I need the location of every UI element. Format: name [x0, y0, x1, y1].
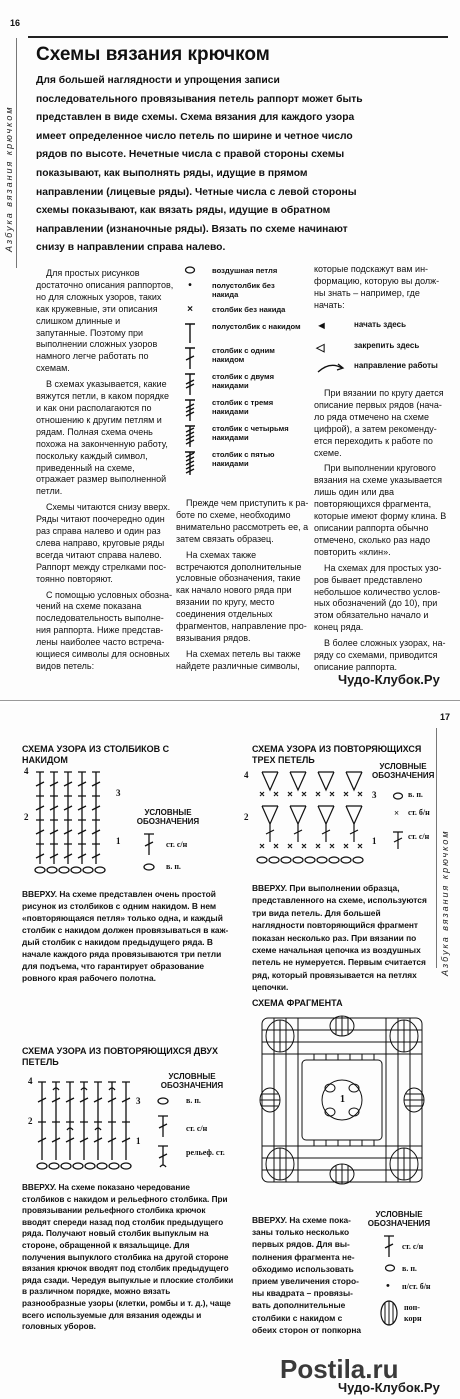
- scheme-4-text: ВВЕРХУ. На схеме показаны только несколько первых рядов. Для выполнения фрагмента необходимо использовать прием увеличения стороны квадрата – провязывать дополнительные столбики с накидом с обеих сторон от попкорна: [252, 1215, 362, 1335]
- dot-icon: •: [188, 280, 192, 291]
- legend-label: в. п.: [408, 790, 423, 799]
- watermark-postila: Postila.ru: [280, 1354, 399, 1384]
- legend-label: столбик без накида: [212, 305, 286, 314]
- side-title: Азбука вязания крючком: [4, 105, 14, 252]
- row-number: 4: [244, 770, 249, 780]
- scheme-1-text: ВВЕРХУ. На схеме представлен очень простой рисунок из столбиков с одним накидом. В нем «повторяющаяся петля» только одна, и каждый столбик с накидом должен провязываться в каждый столбик с накидом предыдущего ряда. В начале каждого ряда провязываются три петли для подъема, что гарантирует образование ровного края рабочего полотна.: [22, 889, 229, 983]
- row-number: 1: [116, 836, 121, 846]
- chain-icon: [183, 266, 197, 276]
- legend-label: столбик с одним накидом: [212, 346, 275, 364]
- legend-label: столбик с тремя накидами: [212, 398, 274, 416]
- double-crochet-icon: [142, 832, 156, 856]
- page-17: [0, 704, 460, 1399]
- legend-label: ст. с/н: [186, 1124, 208, 1133]
- direction-label: направление работы: [354, 361, 438, 370]
- side-rule: [16, 38, 17, 268]
- legend-label: рельеф. ст.: [186, 1148, 225, 1157]
- side-title: Азбука вязания крючком: [440, 829, 450, 976]
- legend-label: в. п.: [402, 1264, 417, 1273]
- paragraph: При выполнении кругового вязания на схеме указывается лишь один или два повторяющихся фрагмента, которые имеют форму клина. В описании раппорта обычно отмечено, сколько раз надо повторить «клин».: [314, 463, 447, 557]
- paragraph: На схемах петель вы также найдете различные символы,: [176, 648, 301, 671]
- column-3-top: которые подскажут вам информацию, которую вы должны знать – например, где начать:: [314, 264, 440, 310]
- legend-label: воздушная петля: [212, 266, 278, 275]
- scheme-4-legend-title: УСЛОВНЫЕ ОБОЗНАЧЕНИЯ: [367, 1210, 431, 1228]
- row-number: 2: [244, 812, 249, 822]
- triple-treble-icon: [183, 424, 197, 450]
- chain-icon: [156, 1096, 170, 1106]
- column-3: [314, 388, 448, 678]
- paragraph: Для простых рисунков достаточно описания раппортов, но для сложных узоров, таких как кружевные, эти описания слишком длинные и запутанные. Поэтому при выполнении сложных узоров намного легче работать по схемам.: [36, 268, 174, 374]
- chain-icon: [392, 792, 404, 800]
- dot-icon: •: [386, 1280, 390, 1292]
- chain-icon: [142, 862, 156, 872]
- page-title: Схемы вязания крючком: [36, 44, 270, 65]
- side-rule: [436, 728, 437, 968]
- center-number: 1: [340, 1094, 345, 1105]
- row-number: 4: [28, 1076, 33, 1086]
- paragraph: Прежде чем приступить к работе по схеме, необходимо внимательно рассмотреть ее, а затем связать образец.: [176, 498, 309, 544]
- legend-label: ст. с/н: [166, 840, 188, 849]
- scheme-1-title: СХЕМА УЗОРА ИЗ СТОЛБИКОВ С НАКИДОМ: [22, 744, 170, 765]
- direction-label: начать здесь: [354, 320, 406, 329]
- legend-label: ст. с/н: [402, 1242, 424, 1251]
- page-number: 16: [10, 18, 21, 28]
- scheme-3-text: ВВЕРХУ. При выполнении образца, представленного на схеме, используются три вида петель. Для большей наглядности повторяющийся фрагмент показан несколько раз. При вязании по схеме начальная цепочка из воздушных петель не нумеруется. Первым считается ряд, который провязывается на петлях цепочки.: [252, 883, 427, 993]
- scheme-2-legend-title: УСЛОВНЫЕ ОБОЗНАЧЕНИЯ: [160, 1072, 224, 1090]
- scheme-2-text: ВВЕРХУ. На схеме показано чередование столбиков с накидом и рельефного столбика. При провязывании рельефного столбика крючок вводят спереди назад под столбик предыдущего ряда. Получают новый столбик выпуклым на стороне, обращенной к вязальщице. Для получения выпуклого столбика на другой стороне вязания крючок вводят под столбик предыдущего ряда сзади. Чередуя выпуклые и плоские столбики в различном порядке, можно вязать разнообразные узоры (клетки, ромбы и т. д.), чаще всего используемые для вязания одежды и головных уборов.: [22, 1183, 234, 1332]
- scheme-1-diagram: [20, 766, 130, 878]
- fasten-arrow-icon: ◁: [316, 342, 325, 354]
- legend-label: п/ст. б/н: [402, 1282, 431, 1291]
- legend-label: попкорн: [404, 1303, 422, 1323]
- scheme-3-legend-title: УСЛОВНЫЕ ОБОЗНАЧЕНИЯ: [372, 762, 435, 780]
- cross-icon: ×: [187, 304, 193, 315]
- row-number: 1: [136, 1136, 141, 1146]
- row-number: 1: [372, 836, 377, 846]
- row-number: 2: [24, 812, 29, 822]
- start-arrow-icon: ◄: [316, 320, 327, 332]
- double-crochet-icon: [183, 346, 197, 372]
- paragraph: На схемах для простых узоров бывает представлено небольшое количество условных обозначений (до 10), при этом обязательно начало и конец ряда.: [314, 562, 442, 633]
- double-crochet-icon: [392, 830, 404, 850]
- scheme-4-title: СХЕМА ФРАГМЕНТА: [252, 998, 343, 1008]
- legend-label: столбик с пятью накидами: [212, 450, 275, 468]
- relief-stitch-icon: [156, 1144, 170, 1170]
- watermark: Чудо-Клубок.Ру: [338, 672, 440, 687]
- page-number: 17: [440, 712, 451, 722]
- quad-treble-icon: [183, 450, 197, 478]
- row-number: 3: [136, 1096, 141, 1106]
- scheme-3-title: СХЕМА УЗОРА ИЗ ПОВТОРЯЮЩИХСЯ ТРЕХ ПЕТЕЛЬ: [252, 744, 422, 765]
- paragraph: Схемы читаются снизу вверх. Ряды читают поочередно один раз справа налево и один раз слева направо, круговые ряды всегда читают справа налево. Раппорт между стрелками постоянно повторяют.: [36, 502, 171, 584]
- watermark: Чудо-Клубок.Ру: [338, 1380, 440, 1395]
- scheme-3-diagram: [250, 766, 386, 872]
- direction-label: закрепить здесь: [354, 341, 420, 350]
- scheme-2-diagram: [20, 1076, 150, 1176]
- row-number: 4: [24, 766, 29, 776]
- direction-arrow-icon: [316, 361, 346, 378]
- column-1: [36, 268, 174, 677]
- double-treble-icon: [183, 398, 197, 424]
- treble-crochet-icon: [183, 372, 197, 398]
- column-2: [176, 498, 310, 677]
- paragraph: В схемах указывается, какие вяжутся петли, в каком порядке и как они располагаются по отношению к другим петлям и рядам. Полная схема очень похожа на законченную работу, поскольку каждый символ, приведенный на схеме, отражает размер выполненной петли.: [36, 379, 169, 497]
- scheme-2-title: СХЕМА УЗОРА ИЗ ПОВТОРЯЮЩИХСЯ ДВУХ ПЕТЕЛЬ: [22, 1046, 218, 1067]
- row-number: 3: [116, 788, 121, 798]
- chain-icon: [384, 1264, 396, 1272]
- half-double-crochet-icon: [183, 322, 197, 346]
- intro-text: Для большей наглядности и упрощения записи последовательного провязывания петель раппорт может быть представлен в виде схемы. Схема вязания для каждого узора имеет определенное число петель по ширине и четное число рядов по высоте. Нечетные числа с правой стороны схемы показывают, как выполнять ряды, идущие в прямом направлении (лицевые ряды). Четные числа с левой стороны схемы показывают, как вязать ряды, идущие в обратном направлении (изнаночные ряды). Вязать по схеме начинают снизу в направлении справа налево.: [36, 75, 363, 254]
- scheme-1-legend-title: УСЛОВНЫЕ ОБОЗНАЧЕНИЯ: [136, 808, 200, 826]
- legend-label: столбик с четырьмя накидами: [212, 424, 289, 442]
- paragraph: В более сложных узорах, наряду со схемами, приводится описание раппорта.: [314, 638, 446, 672]
- legend-label: столбик с двумя накидами: [212, 372, 275, 390]
- legend-label: ст. б/н: [408, 808, 430, 817]
- paragraph: При вязании по кругу дается описание первых рядов (начало ряда отмечено на схеме цифрой), а затем рекомендуется переходить к работе по схеме.: [314, 388, 444, 458]
- double-crochet-icon: [156, 1114, 170, 1138]
- cross-icon: ×: [394, 808, 400, 818]
- paragraph: На схемах также встречаются дополнительные условные обозначения, такие как начало нового ряда при вязании по кругу, место соединения отдельных фрагментов, направление провязывания рядов.: [176, 549, 307, 643]
- title-rule: [28, 36, 448, 38]
- legend-label: в. п.: [186, 1096, 201, 1105]
- paragraph: С помощью условных обозначений на схеме показана последовательность выполнения раппорта. Ниже представлены наиболее часто встречающиеся символы для основных видов петель:: [36, 589, 173, 671]
- row-number: 3: [372, 790, 377, 800]
- legend-label: в. п.: [166, 862, 181, 871]
- legend-label: ст. с/н: [408, 832, 430, 841]
- legend-label: полустолбик без накида: [212, 281, 275, 299]
- double-crochet-icon: [382, 1234, 396, 1258]
- row-number: 2: [28, 1116, 33, 1126]
- popcorn-icon: [378, 1298, 400, 1328]
- legend-label: полустолбик с накидом: [212, 322, 301, 331]
